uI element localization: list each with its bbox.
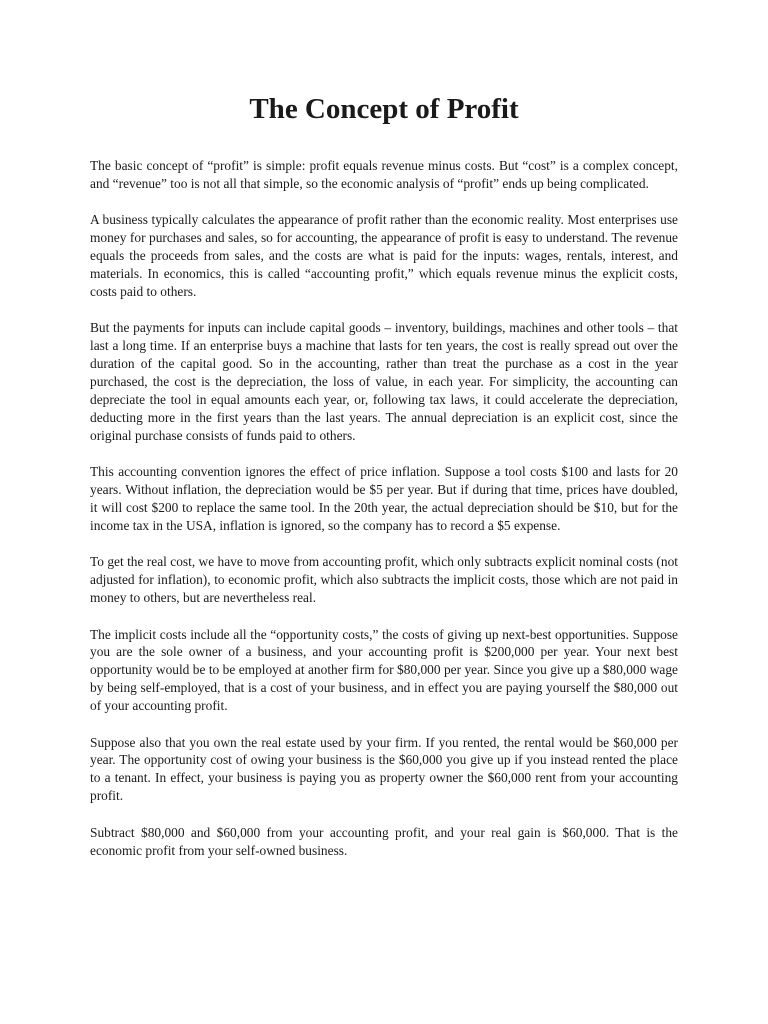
paragraph-real-estate: Suppose also that you own the real estate used by your firm. If you rented, the rental would be $60,000 per year. The opportunity cost of owing your business is the $60,000 you give up if you instead rented the place to a tenant. In effect, your business is paying you as property owner the $60,000 rent from your accounting profit.: [90, 734, 678, 804]
paragraph-economic-profit: Subtract $80,000 and $60,000 from your accounting profit, and your real gain is $60,000. That is the economic profit from your self-owned business.: [90, 824, 678, 858]
paragraph-real-cost: To get the real cost, we have to move from accounting profit, which only subtracts explicit nominal costs (not adjusted for inflation), to economic profit, which also subtracts the implicit costs, those which are not paid in money to others, but are nevertheless real.: [90, 554, 678, 606]
paragraph-inflation: This accounting convention ignores the effect of price inflation. Suppose a tool costs $100 and lasts for 20 years. Without inflation, the depreciation would be $5 per year. But if during that time, prices have doubled, it will cost $200 to replace the same tool. In the 20th year, the actual depreciation should be $10, but for the income tax in the USA, inflation is ignored, so the company has to record a $5 expense.: [90, 464, 678, 533]
paragraph-accounting-profit: A business typically calculates the appearance of profit rather than the economic reality. Most enterprises use money for purchases and sales, so for accounting, the appearance of profit is easy to understand. The revenue equals the proceeds from sales, and the costs are what is paid for the inputs: wages, rentals, interest, and materials. In economics, this is called “accounting profit,” which equals revenue minus the explicit costs, costs paid to others.: [90, 212, 678, 299]
paragraph-opportunity-costs: The implicit costs include all the “opportunity costs,” the costs of giving up next-best opportunities. Suppose you are the sole owner of a business, and your accounting profit is $200,000 per year. Your next best opportunity would be to be employed at another firm for $80,000 per year. Since you give up a $80,000 wage by being self-employed, that is a cost of your business, and in effect you are paying yourself the $80,000 out of your accounting profit.: [90, 626, 678, 714]
paragraph-capital-goods: But the payments for inputs can include capital goods – inventory, buildings, machines and other tools – that last a long time. If an enterprise buys a machine that lasts for ten years, the cost is really spread out over the duration of the capital good. So in the accounting, rather than treat the purchase as a cost in the year purchased, the cost is the depreciation, the loss of value, in each year. For simplicity, the accounting can depreciate the tool in equal amounts each year, or, following tax laws, it could accelerate the depreciation, deducting more in the first years than the last years. The annual depreciation is an explicit cost, since the original purchase consists of funds paid to others.: [90, 320, 678, 443]
paragraph-intro: The basic concept of “profit” is simple: profit equals revenue minus costs. But “cost” is a complex concept, and “revenue” too is not all that simple, so the economic analysis of “profit” ends up being complicated.: [90, 158, 678, 191]
document-title: The Concept of Profit: [249, 93, 519, 125]
